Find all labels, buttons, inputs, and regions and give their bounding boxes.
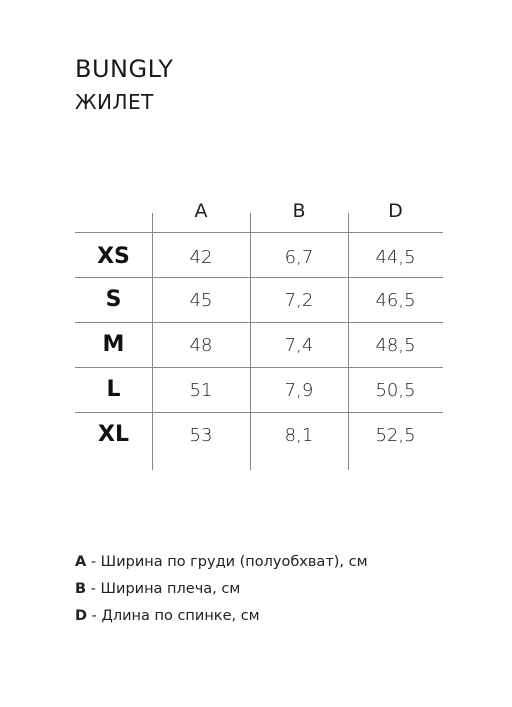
table-cell: 7,9: [284, 380, 314, 401]
table-cell: 46,5: [375, 290, 416, 311]
table-divider: [75, 232, 443, 233]
legend-key: A: [75, 554, 87, 570]
table-divider: [75, 277, 443, 278]
table-cell: 7,2: [284, 290, 314, 311]
legend-item: [75, 552, 368, 579]
table-cell: 7,4: [284, 335, 314, 356]
table-cell: 44,5: [375, 247, 416, 268]
column-header-b: B: [292, 200, 306, 222]
table-cell: 50,5: [375, 380, 416, 401]
legend-item: [75, 606, 368, 633]
table-divider: [75, 367, 443, 368]
legend-text: - Длина по спинке, см: [87, 608, 260, 624]
product-title: ЖИЛЕТ: [75, 90, 154, 114]
legend-key: B: [75, 581, 87, 597]
column-header-d: D: [388, 200, 403, 222]
legend-text: - Ширина плеча, см: [86, 581, 241, 597]
table-cell: 52,5: [375, 425, 416, 446]
table-cell: 51: [189, 380, 213, 401]
measurement-legend: [75, 552, 368, 633]
brand-title: BUNGLY: [75, 55, 174, 83]
row-size-label: XL: [98, 422, 129, 447]
table-divider: [75, 322, 443, 323]
table-cell: 53: [189, 425, 213, 446]
table-cell: 6,7: [284, 247, 314, 268]
legend-key: D: [75, 608, 88, 624]
table-cell: 48: [189, 335, 213, 356]
table-cell: 42: [189, 247, 213, 268]
row-size-label: S: [105, 287, 122, 312]
table-cell: 8,1: [284, 425, 314, 446]
table-cell: 48,5: [375, 335, 416, 356]
legend-item: [75, 579, 368, 606]
table-cell: 45: [189, 290, 213, 311]
legend-text: - Ширина по груди (полуобхват), см: [86, 554, 368, 570]
row-size-label: M: [102, 332, 125, 357]
size-table: [75, 190, 443, 470]
column-header-a: A: [194, 200, 208, 222]
table-divider: [75, 412, 443, 413]
row-size-label: L: [106, 377, 121, 402]
row-size-label: XS: [97, 244, 130, 269]
